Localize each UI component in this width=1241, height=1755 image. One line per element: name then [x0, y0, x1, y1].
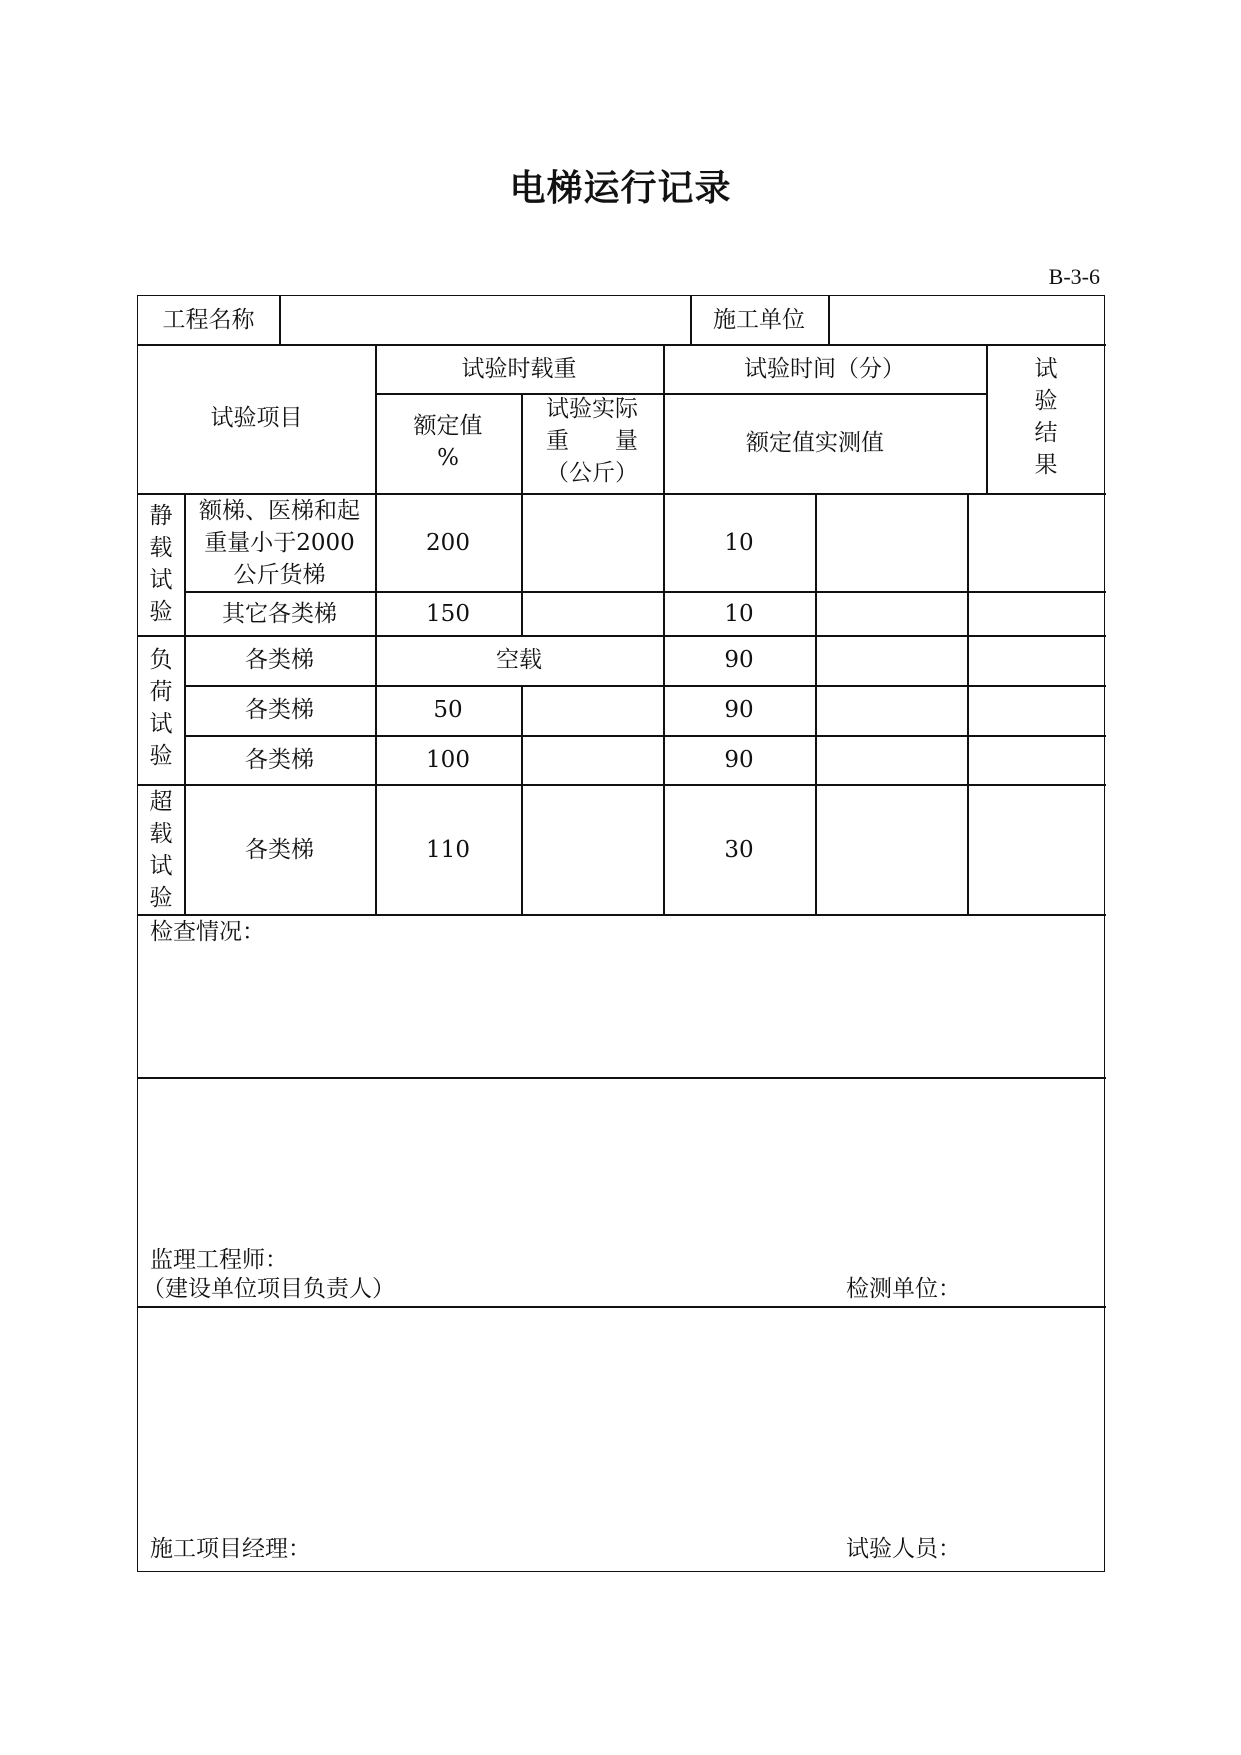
load-header: 试验时载重 — [461, 356, 577, 382]
table-cell-rated: 50 — [433, 697, 463, 723]
inspection-label: 检查情况： — [150, 919, 265, 945]
tester-label: 试验人员： — [846, 1536, 961, 1562]
page-title: 电梯运行记录 — [509, 167, 732, 209]
table-cell-rated: 空载 — [496, 647, 542, 673]
test-item-header: 试验项目 — [210, 405, 303, 431]
table-cell-time-rated: 90 — [724, 647, 754, 673]
time-header: 试验时间（分） — [744, 356, 905, 382]
table-row-item: 各类梯 — [245, 747, 314, 773]
table-cell-rated: 110 — [426, 837, 470, 863]
load-test-group-label: 负 荷 试 验 — [149, 647, 173, 769]
table-row-item: 各类梯 — [245, 837, 314, 863]
table-cell-rated: 200 — [426, 530, 470, 556]
contractor-label: 施工单位 — [713, 307, 805, 333]
testing-unit-label: 检测单位： — [846, 1276, 961, 1302]
result-header: 试 验 结 果 — [1034, 356, 1058, 478]
table-cell-time-rated: 90 — [724, 697, 754, 723]
form-code: B-3-6 — [1048, 264, 1100, 289]
table-cell-time-rated: 10 — [724, 601, 754, 627]
static-test-group-label: 静 载 试 验 — [149, 503, 173, 625]
table-cell-rated: 150 — [426, 601, 470, 627]
table-cell-time-rated: 90 — [724, 747, 754, 773]
table-row-item: 其它各类梯 — [222, 601, 337, 627]
overload-test-group-label: 超 载 试 验 — [149, 789, 173, 911]
project-manager-label: 施工项目经理： — [150, 1536, 311, 1562]
owner-label: （建设单位项目负责人） — [142, 1276, 395, 1302]
supervisor-label: 监理工程师： — [150, 1247, 288, 1273]
table-row-item: 额梯、医梯和起 重量小于2000 公斤货梯 — [199, 498, 360, 588]
table-cell-rated: 100 — [426, 747, 470, 773]
time-sub-header: 额定值实测值 — [746, 430, 884, 456]
table-row-item: 各类梯 — [245, 697, 314, 723]
table-cell-time-rated: 30 — [724, 837, 754, 863]
table-cell-time-rated: 10 — [724, 530, 754, 556]
actual-weight-header: 试验实际 重 量 （公斤） — [546, 396, 638, 486]
table-row-item: 各类梯 — [245, 647, 314, 673]
rated-value-pct-header: 额定值 % — [413, 413, 483, 471]
project-name-label: 工程名称 — [162, 307, 255, 333]
record-form — [137, 295, 1105, 1572]
